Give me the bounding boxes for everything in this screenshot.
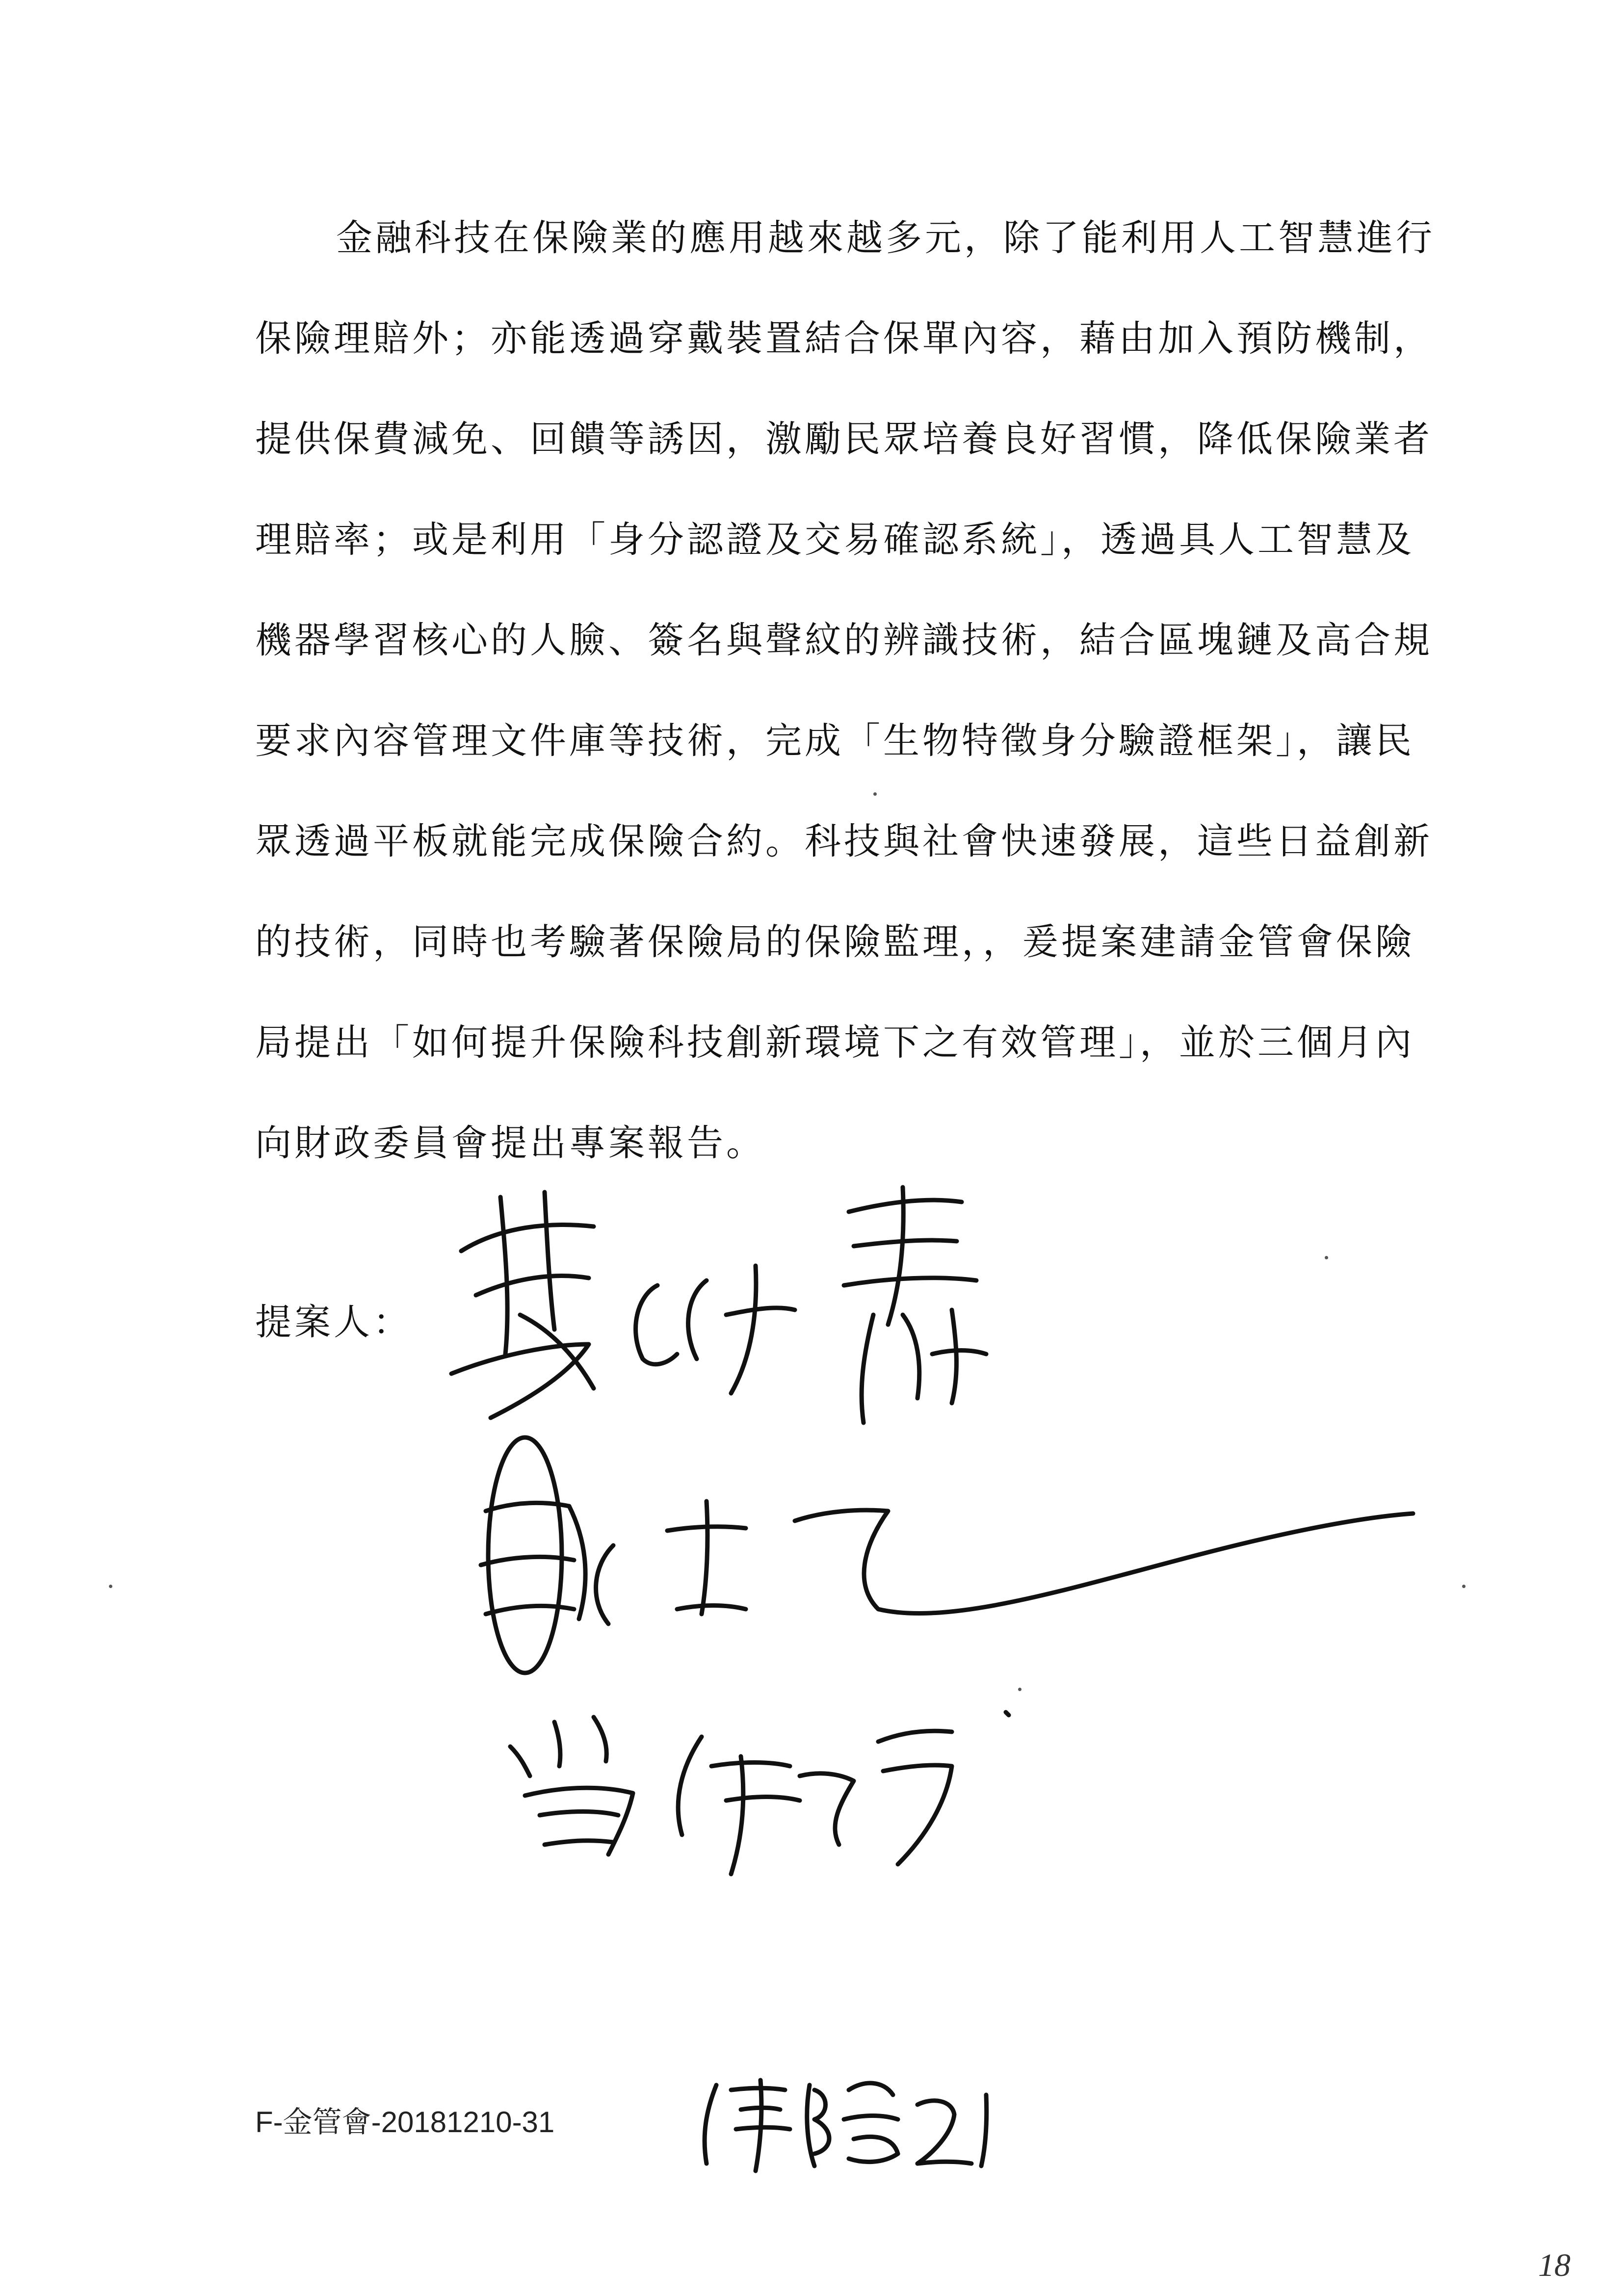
scan-speck (1462, 1585, 1466, 1588)
scan-speck (1018, 1688, 1022, 1691)
paragraph-line: 眾透過平板就能完成保險合約。科技與社會快速發展，這些日益創新 (255, 820, 1433, 862)
signature-3 (496, 1688, 1035, 1905)
scan-speck (873, 792, 877, 796)
paragraph-line: 保險理賠外；亦能透過穿戴裝置結合保單內容，藉由加入預防機制， (255, 317, 1433, 360)
paragraph-line: 金融科技在保險業的應用越來越多元，除了能利用人工智慧進行 (336, 217, 1435, 259)
paragraph-line: 理賠率；或是利用「身分認證及交易確認系統」，透過具人工智慧及 (255, 519, 1414, 561)
paragraph-line: 的技術，同時也考驗著保險局的保險監理，，爰提案建請金管會保險 (255, 921, 1414, 963)
proposal-paragraph (255, 206, 1435, 1212)
proposer-label: 提案人： (255, 1301, 412, 1343)
scan-speck (109, 1585, 112, 1588)
document-code: F-金管會-20181210-31 (255, 2106, 555, 2139)
handwritten-annotation (687, 2061, 1001, 2175)
paragraph-line: 要求內容管理文件庫等技術，完成「生物特徵身分驗證框架」，讓民 (255, 720, 1414, 762)
page-number: 18 (1538, 2247, 1571, 2283)
paragraph-line: 局提出「如何提升保險科技創新環境下之有效管理」，並於三個月內 (255, 1021, 1414, 1064)
scan-speck (1325, 1256, 1328, 1259)
paragraph-line: 機器學習核心的人臉、簽名與聲紋的辨識技術，結合區塊鏈及高合規 (255, 619, 1433, 661)
signature-2 (471, 1447, 1433, 1704)
paragraph-line: 向財政委員會提出專案報告。 (255, 1122, 765, 1164)
paragraph-line: 提供保費減免、回饋等誘因，激勵民眾培養良好習慣，降低保險業者 (255, 418, 1433, 460)
signature-1 (432, 1168, 1021, 1435)
